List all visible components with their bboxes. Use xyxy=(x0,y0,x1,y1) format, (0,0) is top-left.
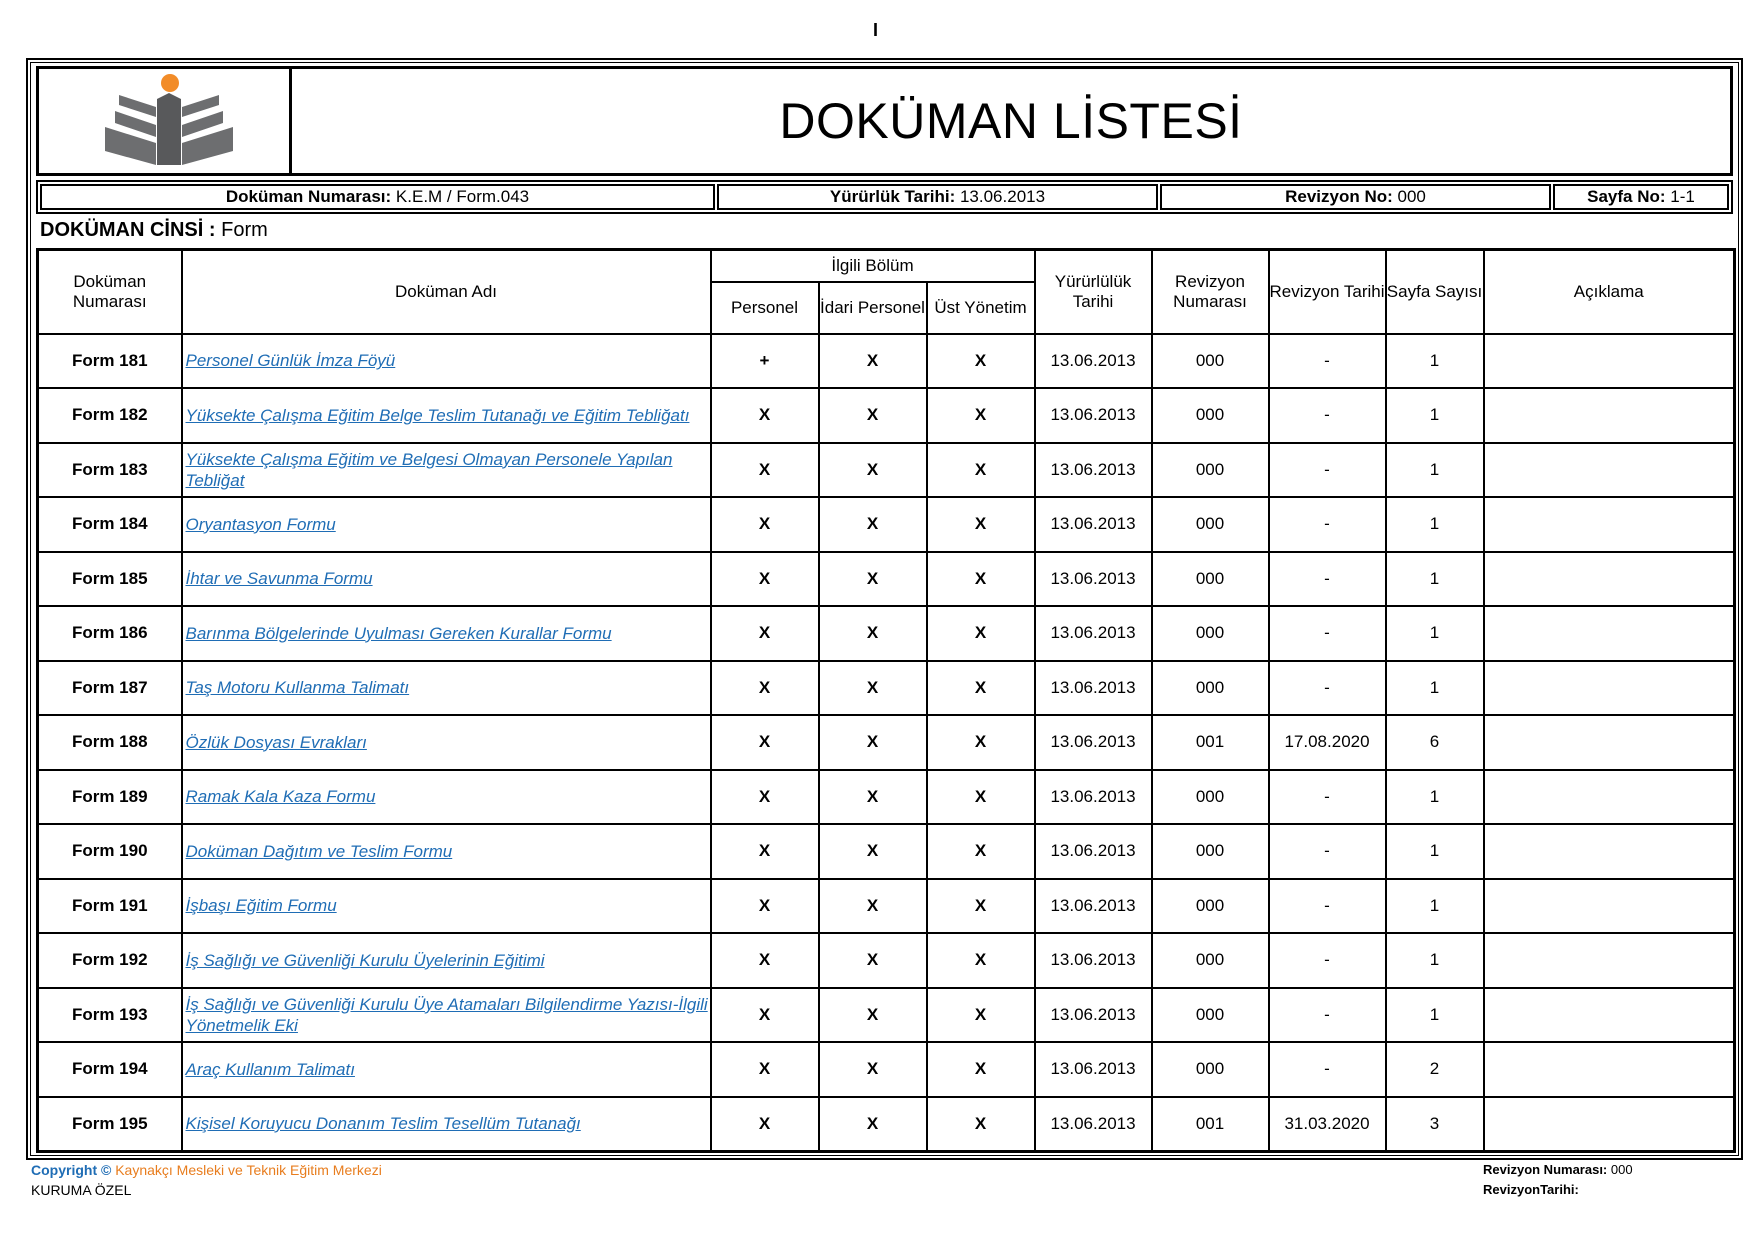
idari-mark: X xyxy=(819,1042,927,1097)
revision-number: 000 xyxy=(1152,443,1269,498)
col-idari-personel: İdari Personel xyxy=(819,282,927,334)
effective-date-label: Yürürlük Tarihi: xyxy=(829,187,956,206)
logo xyxy=(39,69,292,173)
effective-date: 13.06.2013 xyxy=(1035,606,1152,661)
idari-mark: X xyxy=(819,988,927,1043)
revision-date: - xyxy=(1269,933,1386,988)
page-count: 3 xyxy=(1386,1097,1484,1152)
footer-revision-date-label: RevizyonTarihi: xyxy=(1483,1182,1579,1197)
effective-date: 13.06.2013 xyxy=(1035,1097,1152,1152)
footer-revision-number xyxy=(1483,1162,1633,1177)
table-row xyxy=(38,443,1735,498)
col-personel: Personel xyxy=(711,282,819,334)
doc-name-link[interactable]: Yüksekte Çalışma Eğitim ve Belgesi Olmayan Personele Yapılan Tebliğat xyxy=(185,449,673,490)
personel-mark: + xyxy=(711,334,819,389)
page-count: 1 xyxy=(1386,988,1484,1043)
revision-date: - xyxy=(1269,334,1386,389)
doc-name-link[interactable]: İş Sağlığı ve Güvenliği Kurulu Üyelerinin Eğitimi xyxy=(185,950,545,970)
description xyxy=(1484,388,1735,443)
table-row xyxy=(38,879,1735,934)
ust-yonetim-mark: X xyxy=(927,497,1035,552)
revision-date: - xyxy=(1269,606,1386,661)
page-count: 1 xyxy=(1386,606,1484,661)
effective-date-value: 13.06.2013 xyxy=(959,187,1046,206)
effective-date: 13.06.2013 xyxy=(1035,661,1152,716)
effective-date: 13.06.2013 xyxy=(1035,988,1152,1043)
table-row xyxy=(38,1042,1735,1097)
revision-date: - xyxy=(1269,443,1386,498)
ust-yonetim-mark: X xyxy=(927,824,1035,879)
revision-no-label: Revizyon No: xyxy=(1285,187,1393,206)
ust-yonetim-mark: X xyxy=(927,933,1035,988)
revision-number: 000 xyxy=(1152,824,1269,879)
table-row xyxy=(38,388,1735,443)
description xyxy=(1484,933,1735,988)
doc-code: Form 194 xyxy=(38,1042,182,1097)
doc-code: Form 191 xyxy=(38,879,182,934)
ust-yonetim-mark: X xyxy=(927,879,1035,934)
doc-name-cell xyxy=(182,552,711,607)
doc-name-link[interactable]: Yüksekte Çalışma Eğitim Belge Teslim Tutanağı ve Eğitim Tebliğatı xyxy=(185,405,690,425)
doc-number-value: K.E.M / Form.043 xyxy=(395,187,530,206)
doc-code: Form 190 xyxy=(38,824,182,879)
idari-mark: X xyxy=(819,933,927,988)
doc-name-cell xyxy=(182,879,711,934)
page-count: 1 xyxy=(1386,497,1484,552)
revision-number: 001 xyxy=(1152,715,1269,770)
personel-mark: X xyxy=(711,443,819,498)
doc-code: Form 192 xyxy=(38,933,182,988)
page-count: 1 xyxy=(1386,443,1484,498)
effective-date: 13.06.2013 xyxy=(1035,388,1152,443)
doc-code: Form 184 xyxy=(38,497,182,552)
doc-name-link[interactable]: Personel Günlük İmza Föyü xyxy=(185,351,396,371)
logo-icon xyxy=(39,69,289,173)
personel-mark: X xyxy=(711,606,819,661)
revision-date: - xyxy=(1269,988,1386,1043)
table-row xyxy=(38,661,1735,716)
doc-name-link[interactable]: Oryantasyon Formu xyxy=(185,514,336,534)
description xyxy=(1484,552,1735,607)
personel-mark: X xyxy=(711,879,819,934)
revision-number: 000 xyxy=(1152,334,1269,389)
revision-number: 000 xyxy=(1152,879,1269,934)
document-type xyxy=(40,219,268,242)
table-row xyxy=(38,770,1735,825)
revision-number: 000 xyxy=(1152,988,1269,1043)
doc-code: Form 186 xyxy=(38,606,182,661)
description xyxy=(1484,661,1735,716)
page-count: 1 xyxy=(1386,879,1484,934)
personel-mark: X xyxy=(711,661,819,716)
doc-code: Form 181 xyxy=(38,334,182,389)
col-doc-name: Doküman Adı xyxy=(182,250,711,334)
ust-yonetim-mark: X xyxy=(927,388,1035,443)
description xyxy=(1484,334,1735,389)
ust-yonetim-mark: X xyxy=(927,988,1035,1043)
doc-name-link[interactable]: İhtar ve Savunma Formu xyxy=(185,569,373,589)
page-count: 1 xyxy=(1386,661,1484,716)
revision-number: 000 xyxy=(1152,661,1269,716)
revision-number: 001 xyxy=(1152,1097,1269,1152)
effective-date-cell xyxy=(717,184,1158,210)
doc-code: Form 182 xyxy=(38,388,182,443)
ust-yonetim-mark: X xyxy=(927,334,1035,389)
revision-date: - xyxy=(1269,552,1386,607)
revision-date: - xyxy=(1269,770,1386,825)
footer-copyright xyxy=(31,1162,382,1178)
table-row xyxy=(38,1097,1735,1152)
revision-number: 000 xyxy=(1152,606,1269,661)
description xyxy=(1484,879,1735,934)
revision-date: - xyxy=(1269,497,1386,552)
idari-mark: X xyxy=(819,552,927,607)
idari-mark: X xyxy=(819,606,927,661)
personel-mark: X xyxy=(711,824,819,879)
idari-mark: X xyxy=(819,497,927,552)
doc-name-link[interactable]: Doküman Dağıtım ve Teslim Formu xyxy=(185,841,453,861)
footer-private: KURUMA ÖZEL xyxy=(31,1182,132,1198)
personel-mark: X xyxy=(711,388,819,443)
idari-mark: X xyxy=(819,334,927,389)
personel-mark: X xyxy=(711,1042,819,1097)
doc-code: Form 185 xyxy=(38,552,182,607)
page-count: 6 xyxy=(1386,715,1484,770)
col-revision-number: Revizyon Numarası xyxy=(1152,250,1269,334)
organization-name: Kaynakçı Mesleki ve Teknik Eğitim Merkezi xyxy=(115,1162,382,1178)
revision-number: 000 xyxy=(1152,497,1269,552)
revision-date: 31.03.2020 xyxy=(1269,1097,1386,1152)
table-row xyxy=(38,497,1735,552)
page-count: 1 xyxy=(1386,824,1484,879)
col-description: Açıklama xyxy=(1484,250,1735,334)
ust-yonetim-mark: X xyxy=(927,770,1035,825)
effective-date: 13.06.2013 xyxy=(1035,824,1152,879)
doc-name-cell xyxy=(182,606,711,661)
revision-number: 000 xyxy=(1152,552,1269,607)
doc-number-label: Doküman Numarası: xyxy=(225,187,392,206)
personel-mark: X xyxy=(711,1097,819,1152)
document-type-value: Form xyxy=(221,219,268,241)
doc-name-link[interactable]: İşbaşı Eğitim Formu xyxy=(185,896,337,916)
doc-name-cell xyxy=(182,933,711,988)
revision-number: 000 xyxy=(1152,933,1269,988)
table-row xyxy=(38,715,1735,770)
effective-date: 13.06.2013 xyxy=(1035,879,1152,934)
col-related-section: İlgili Bölüm xyxy=(711,250,1035,282)
revision-no-value: 000 xyxy=(1397,187,1426,206)
personel-mark: X xyxy=(711,715,819,770)
idari-mark: X xyxy=(819,661,927,716)
doc-name-link[interactable]: Kişisel Koruyucu Donanım Teslim Tesellüm Tutanağı xyxy=(185,1114,581,1133)
page-count: 1 xyxy=(1386,933,1484,988)
effective-date: 13.06.2013 xyxy=(1035,497,1152,552)
personel-mark: X xyxy=(711,988,819,1043)
doc-name-link[interactable]: Özlük Dosyası Evrakları xyxy=(185,732,367,752)
page-no-value: 1-1 xyxy=(1670,187,1695,206)
page-no-cell xyxy=(1553,184,1729,210)
doc-code: Form 189 xyxy=(38,770,182,825)
idari-mark: X xyxy=(819,1097,927,1152)
page-count: 1 xyxy=(1386,552,1484,607)
ust-yonetim-mark: X xyxy=(927,661,1035,716)
description xyxy=(1484,770,1735,825)
document-info-row xyxy=(36,180,1733,214)
idari-mark: X xyxy=(819,824,927,879)
table-row xyxy=(38,824,1735,879)
document-header xyxy=(36,66,1733,176)
page-no-label: Sayfa No: xyxy=(1587,187,1666,206)
ust-yonetim-mark: X xyxy=(927,715,1035,770)
doc-code: Form 188 xyxy=(38,715,182,770)
description xyxy=(1484,443,1735,498)
doc-name-cell xyxy=(182,661,711,716)
personel-mark: X xyxy=(711,933,819,988)
idari-mark: X xyxy=(819,879,927,934)
effective-date: 13.06.2013 xyxy=(1035,443,1152,498)
revision-date: - xyxy=(1269,661,1386,716)
effective-date: 13.06.2013 xyxy=(1035,334,1152,389)
doc-name-cell xyxy=(182,988,711,1043)
col-doc-number: Doküman Numarası xyxy=(38,250,182,334)
doc-name-link[interactable]: Ramak Kala Kaza Formu xyxy=(185,787,376,807)
doc-name-cell xyxy=(182,770,711,825)
revision-number: 000 xyxy=(1152,770,1269,825)
revision-date: - xyxy=(1269,824,1386,879)
doc-name-cell xyxy=(182,388,711,443)
col-ust-yonetim: Üst Yönetim xyxy=(927,282,1035,334)
revision-number: 000 xyxy=(1152,1042,1269,1097)
col-revision-date: Revizyon Tarihi xyxy=(1269,250,1386,334)
revision-number: 000 xyxy=(1152,388,1269,443)
revision-no-cell xyxy=(1160,184,1551,210)
ust-yonetim-mark: X xyxy=(927,443,1035,498)
doc-name-cell xyxy=(182,334,711,389)
doc-code: Form 187 xyxy=(38,661,182,716)
description xyxy=(1484,1097,1735,1152)
ust-yonetim-mark: X xyxy=(927,1042,1035,1097)
table-row xyxy=(38,552,1735,607)
revision-date: - xyxy=(1269,1042,1386,1097)
table-row xyxy=(38,988,1735,1043)
personel-mark: X xyxy=(711,497,819,552)
ust-yonetim-mark: X xyxy=(927,552,1035,607)
description xyxy=(1484,606,1735,661)
idari-mark: X xyxy=(819,443,927,498)
page-count: 2 xyxy=(1386,1042,1484,1097)
description xyxy=(1484,497,1735,552)
table-row xyxy=(38,606,1735,661)
description xyxy=(1484,715,1735,770)
table-row xyxy=(38,933,1735,988)
col-effective-date: Yürürlülük Tarihi xyxy=(1035,250,1152,334)
effective-date: 13.06.2013 xyxy=(1035,715,1152,770)
document-table xyxy=(36,248,1736,1153)
page-title: DOKÜMAN LİSTESİ xyxy=(779,93,1243,149)
doc-name-cell xyxy=(182,1097,711,1152)
effective-date: 13.06.2013 xyxy=(1035,1042,1152,1097)
idari-mark: X xyxy=(819,770,927,825)
description xyxy=(1484,1042,1735,1097)
personel-mark: X xyxy=(711,770,819,825)
doc-name-link[interactable]: İş Sağlığı ve Güvenliği Kurulu Üye Atamaları Bilgilendirme Yazısı-İlgili Yönetmelik Eki xyxy=(185,994,708,1035)
doc-code: Form 195 xyxy=(38,1097,182,1152)
doc-name-link[interactable]: Barınma Bölgelerinde Uyulması Gereken Kurallar Formu xyxy=(185,623,612,643)
personel-mark: X xyxy=(711,552,819,607)
idari-mark: X xyxy=(819,388,927,443)
col-page-count: Sayfa Sayısı xyxy=(1386,250,1484,334)
document-type-label: DOKÜMAN CİNSİ : xyxy=(40,219,216,241)
doc-name-link[interactable]: Taş Motoru Kullanma Talimatı xyxy=(185,678,410,698)
doc-name-cell xyxy=(182,824,711,879)
revision-date: - xyxy=(1269,879,1386,934)
doc-name-cell xyxy=(182,443,711,498)
effective-date: 13.06.2013 xyxy=(1035,770,1152,825)
doc-name-cell xyxy=(182,497,711,552)
page-mark: I xyxy=(873,20,879,40)
page-count: 1 xyxy=(1386,388,1484,443)
footer-revision-number-label: Revizyon Numarası: xyxy=(1483,1162,1608,1177)
table-row xyxy=(38,334,1735,389)
description xyxy=(1484,988,1735,1043)
page-count: 1 xyxy=(1386,770,1484,825)
revision-date: 17.08.2020 xyxy=(1269,715,1386,770)
revision-date: - xyxy=(1269,388,1386,443)
footer-revision-number-value: 000 xyxy=(1610,1162,1633,1177)
doc-name-link[interactable]: Araç Kullanım Talimatı xyxy=(185,1059,355,1079)
effective-date: 13.06.2013 xyxy=(1035,933,1152,988)
copyright-label: Copyright © xyxy=(31,1162,112,1178)
ust-yonetim-mark: X xyxy=(927,606,1035,661)
doc-number-cell xyxy=(40,184,715,210)
page-count: 1 xyxy=(1386,334,1484,389)
idari-mark: X xyxy=(819,715,927,770)
description xyxy=(1484,824,1735,879)
effective-date: 13.06.2013 xyxy=(1035,552,1152,607)
doc-code: Form 193 xyxy=(38,988,182,1043)
doc-name-cell xyxy=(182,715,711,770)
ust-yonetim-mark: X xyxy=(927,1097,1035,1152)
doc-name-cell xyxy=(182,1042,711,1097)
doc-code: Form 183 xyxy=(38,443,182,498)
